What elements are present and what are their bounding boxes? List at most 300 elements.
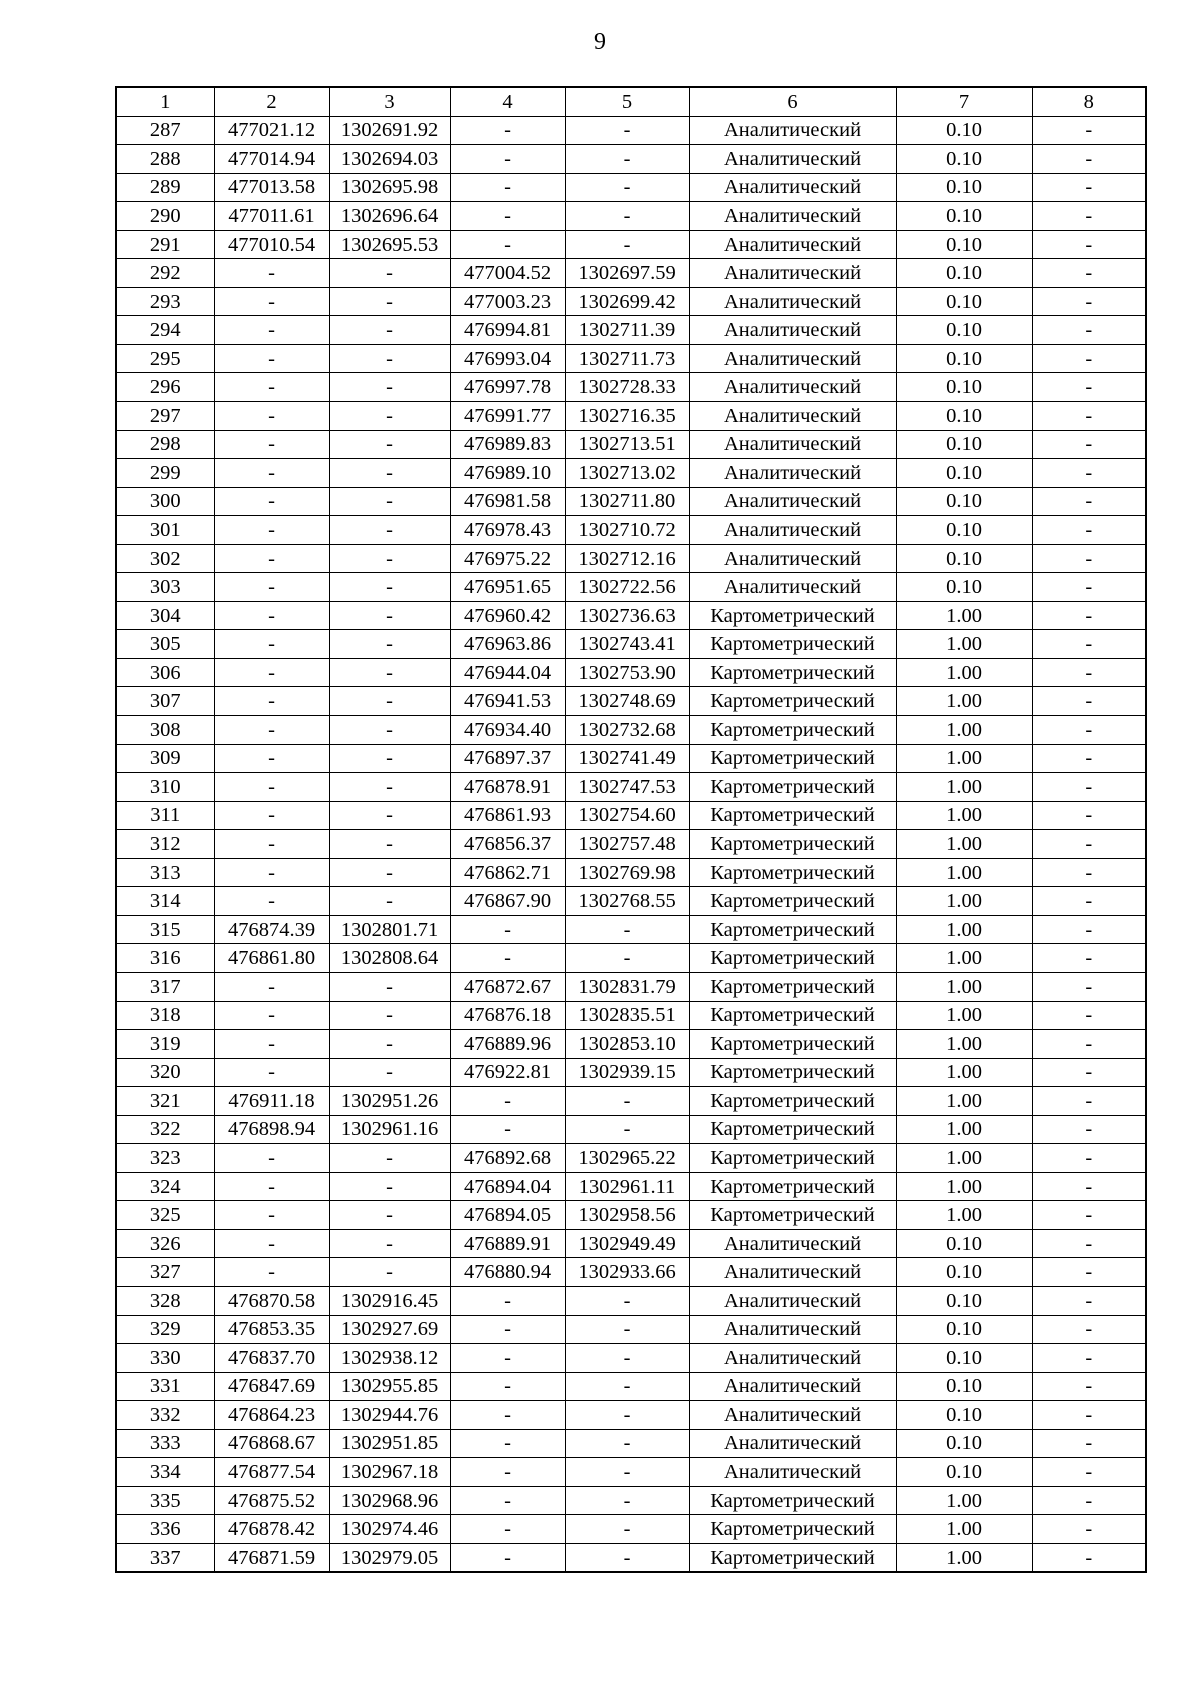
cell-point-number: 329 xyxy=(116,1315,214,1344)
cell-new-x: 477004.52 xyxy=(450,259,565,288)
cell-accuracy: 1.00 xyxy=(896,1001,1032,1030)
table-row xyxy=(116,630,1146,659)
cell-description: - xyxy=(1032,259,1146,288)
cell-new-y: 1302716.35 xyxy=(565,402,689,431)
cell-description: - xyxy=(1032,1087,1146,1116)
cell-existing-x: 476874.39 xyxy=(214,915,329,944)
cell-accuracy: 0.10 xyxy=(896,459,1032,488)
cell-existing-y: 1302944.76 xyxy=(329,1401,450,1430)
cell-accuracy: 0.10 xyxy=(896,516,1032,545)
cell-description: - xyxy=(1032,972,1146,1001)
cell-existing-x: - xyxy=(214,316,329,345)
cell-existing-y: - xyxy=(329,430,450,459)
cell-point-number: 301 xyxy=(116,516,214,545)
cell-new-x: - xyxy=(450,1458,565,1487)
cell-new-y: - xyxy=(565,1401,689,1430)
cell-existing-x: 477013.58 xyxy=(214,173,329,202)
table-row xyxy=(116,1229,1146,1258)
table-row xyxy=(116,202,1146,231)
cell-point-number: 288 xyxy=(116,145,214,174)
cell-existing-y: 1302801.71 xyxy=(329,915,450,944)
cell-new-y: 1302835.51 xyxy=(565,1001,689,1030)
cell-existing-x: - xyxy=(214,773,329,802)
cell-accuracy: 0.10 xyxy=(896,1315,1032,1344)
cell-existing-y: - xyxy=(329,402,450,431)
cell-method: Аналитический xyxy=(689,459,896,488)
cell-description: - xyxy=(1032,402,1146,431)
cell-new-y: - xyxy=(565,1087,689,1116)
cell-new-y: 1302711.73 xyxy=(565,344,689,373)
cell-point-number: 311 xyxy=(116,801,214,830)
cell-new-y: 1302699.42 xyxy=(565,287,689,316)
cell-existing-x: 476871.59 xyxy=(214,1543,329,1572)
cell-description: - xyxy=(1032,1201,1146,1230)
cell-point-number: 300 xyxy=(116,487,214,516)
cell-point-number: 309 xyxy=(116,744,214,773)
table-body xyxy=(116,116,1146,1572)
cell-description: - xyxy=(1032,716,1146,745)
cell-new-x: 476861.93 xyxy=(450,801,565,830)
cell-existing-y: 1302974.46 xyxy=(329,1515,450,1544)
cell-existing-x: 476898.94 xyxy=(214,1115,329,1144)
cell-method: Аналитический xyxy=(689,1229,896,1258)
cell-new-x: - xyxy=(450,1115,565,1144)
cell-point-number: 315 xyxy=(116,915,214,944)
cell-accuracy: 1.00 xyxy=(896,773,1032,802)
cell-method: Картометрический xyxy=(689,1087,896,1116)
coordinates-table xyxy=(115,86,1147,1573)
cell-point-number: 298 xyxy=(116,430,214,459)
cell-method: Аналитический xyxy=(689,516,896,545)
cell-existing-y: - xyxy=(329,716,450,745)
cell-point-number: 304 xyxy=(116,601,214,630)
header-col-1: 1 xyxy=(116,87,214,116)
cell-existing-y: 1302951.26 xyxy=(329,1087,450,1116)
table-row xyxy=(116,972,1146,1001)
cell-existing-x: - xyxy=(214,1229,329,1258)
table-row xyxy=(116,944,1146,973)
cell-method: Аналитический xyxy=(689,430,896,459)
cell-new-y: 1302728.33 xyxy=(565,373,689,402)
cell-existing-y: - xyxy=(329,744,450,773)
cell-new-x: 476981.58 xyxy=(450,487,565,516)
cell-accuracy: 0.10 xyxy=(896,487,1032,516)
cell-existing-y: - xyxy=(329,658,450,687)
table-row xyxy=(116,601,1146,630)
cell-new-x: - xyxy=(450,116,565,145)
cell-method: Аналитический xyxy=(689,173,896,202)
cell-method: Аналитический xyxy=(689,487,896,516)
cell-existing-x: - xyxy=(214,1172,329,1201)
cell-method: Аналитический xyxy=(689,1286,896,1315)
table-row xyxy=(116,1258,1146,1287)
cell-existing-x: - xyxy=(214,259,329,288)
table-row xyxy=(116,1458,1146,1487)
cell-accuracy: 1.00 xyxy=(896,944,1032,973)
cell-method: Картометрический xyxy=(689,601,896,630)
cell-existing-x: - xyxy=(214,630,329,659)
cell-existing-y: - xyxy=(329,630,450,659)
cell-new-x: 476889.91 xyxy=(450,1229,565,1258)
cell-description: - xyxy=(1032,1458,1146,1487)
cell-accuracy: 1.00 xyxy=(896,658,1032,687)
cell-existing-x: - xyxy=(214,858,329,887)
cell-point-number: 312 xyxy=(116,830,214,859)
table-row xyxy=(116,915,1146,944)
cell-existing-y: 1302951.85 xyxy=(329,1429,450,1458)
cell-method: Картометрический xyxy=(689,1001,896,1030)
cell-method: Аналитический xyxy=(689,1372,896,1401)
cell-existing-y: - xyxy=(329,1172,450,1201)
table-row xyxy=(116,716,1146,745)
cell-new-y: - xyxy=(565,1315,689,1344)
cell-new-x: - xyxy=(450,1344,565,1373)
cell-new-y: - xyxy=(565,944,689,973)
cell-description: - xyxy=(1032,116,1146,145)
cell-existing-x: 476878.42 xyxy=(214,1515,329,1544)
cell-new-y: - xyxy=(565,1372,689,1401)
cell-existing-y: 1302694.03 xyxy=(329,145,450,174)
cell-existing-y: - xyxy=(329,1258,450,1287)
cell-point-number: 335 xyxy=(116,1486,214,1515)
cell-new-x: 476897.37 xyxy=(450,744,565,773)
cell-new-x: - xyxy=(450,1486,565,1515)
cell-existing-x: - xyxy=(214,1001,329,1030)
cell-existing-y: - xyxy=(329,516,450,545)
cell-new-y: - xyxy=(565,1429,689,1458)
cell-method: Аналитический xyxy=(689,1315,896,1344)
cell-new-x: 476894.04 xyxy=(450,1172,565,1201)
cell-new-x: 476991.77 xyxy=(450,402,565,431)
table-row xyxy=(116,145,1146,174)
cell-point-number: 336 xyxy=(116,1515,214,1544)
cell-point-number: 330 xyxy=(116,1344,214,1373)
cell-point-number: 321 xyxy=(116,1087,214,1116)
cell-description: - xyxy=(1032,544,1146,573)
cell-method: Аналитический xyxy=(689,1344,896,1373)
cell-description: - xyxy=(1032,1144,1146,1173)
header-col-4: 4 xyxy=(450,87,565,116)
cell-point-number: 297 xyxy=(116,402,214,431)
header-col-2: 2 xyxy=(214,87,329,116)
cell-existing-x: - xyxy=(214,1058,329,1087)
cell-existing-y: 1302927.69 xyxy=(329,1315,450,1344)
cell-description: - xyxy=(1032,145,1146,174)
table-header-row xyxy=(116,87,1146,116)
cell-point-number: 293 xyxy=(116,287,214,316)
cell-new-x: 476978.43 xyxy=(450,516,565,545)
cell-new-x: 476989.10 xyxy=(450,459,565,488)
cell-accuracy: 1.00 xyxy=(896,716,1032,745)
cell-existing-y: 1302916.45 xyxy=(329,1286,450,1315)
cell-new-y: 1302747.53 xyxy=(565,773,689,802)
cell-method: Аналитический xyxy=(689,1258,896,1287)
cell-accuracy: 0.10 xyxy=(896,1229,1032,1258)
table-row xyxy=(116,830,1146,859)
cell-point-number: 306 xyxy=(116,658,214,687)
cell-method: Картометрический xyxy=(689,1144,896,1173)
cell-new-y: - xyxy=(565,1344,689,1373)
cell-accuracy: 0.10 xyxy=(896,1401,1032,1430)
cell-new-x: 476963.86 xyxy=(450,630,565,659)
table-row xyxy=(116,230,1146,259)
cell-description: - xyxy=(1032,459,1146,488)
cell-new-x: - xyxy=(450,1429,565,1458)
cell-new-y: - xyxy=(565,173,689,202)
cell-description: - xyxy=(1032,430,1146,459)
cell-method: Картометрический xyxy=(689,716,896,745)
cell-new-x: 476951.65 xyxy=(450,573,565,602)
header-col-8: 8 xyxy=(1032,87,1146,116)
cell-existing-y: 1302695.98 xyxy=(329,173,450,202)
cell-new-y: - xyxy=(565,116,689,145)
cell-description: - xyxy=(1032,1030,1146,1059)
cell-new-y: - xyxy=(565,1286,689,1315)
cell-existing-y: 1302696.64 xyxy=(329,202,450,231)
cell-existing-x: 476853.35 xyxy=(214,1315,329,1344)
cell-point-number: 308 xyxy=(116,716,214,745)
cell-new-y: 1302949.49 xyxy=(565,1229,689,1258)
table-row xyxy=(116,1315,1146,1344)
cell-accuracy: 0.10 xyxy=(896,202,1032,231)
cell-accuracy: 1.00 xyxy=(896,1486,1032,1515)
cell-method: Картометрический xyxy=(689,630,896,659)
cell-description: - xyxy=(1032,1372,1146,1401)
cell-existing-x: - xyxy=(214,487,329,516)
cell-new-y: 1302831.79 xyxy=(565,972,689,1001)
cell-existing-y: - xyxy=(329,344,450,373)
cell-new-x: - xyxy=(450,1515,565,1544)
cell-description: - xyxy=(1032,487,1146,516)
cell-point-number: 290 xyxy=(116,202,214,231)
cell-method: Аналитический xyxy=(689,373,896,402)
table-row xyxy=(116,516,1146,545)
table-row xyxy=(116,1087,1146,1116)
cell-description: - xyxy=(1032,1058,1146,1087)
cell-accuracy: 1.00 xyxy=(896,1543,1032,1572)
cell-new-y: 1302710.72 xyxy=(565,516,689,545)
cell-new-x: 476975.22 xyxy=(450,544,565,573)
cell-new-y: - xyxy=(565,230,689,259)
cell-point-number: 337 xyxy=(116,1543,214,1572)
cell-description: - xyxy=(1032,1486,1146,1515)
cell-new-y: 1302939.15 xyxy=(565,1058,689,1087)
cell-existing-x: 476847.69 xyxy=(214,1372,329,1401)
cell-new-x: 476994.81 xyxy=(450,316,565,345)
cell-accuracy: 1.00 xyxy=(896,1058,1032,1087)
cell-description: - xyxy=(1032,230,1146,259)
cell-accuracy: 0.10 xyxy=(896,1286,1032,1315)
cell-existing-y: - xyxy=(329,687,450,716)
table-row xyxy=(116,430,1146,459)
cell-accuracy: 1.00 xyxy=(896,972,1032,1001)
cell-method: Картометрический xyxy=(689,1515,896,1544)
table-row xyxy=(116,1115,1146,1144)
cell-method: Аналитический xyxy=(689,1401,896,1430)
cell-description: - xyxy=(1032,915,1146,944)
cell-description: - xyxy=(1032,1001,1146,1030)
cell-existing-x: - xyxy=(214,887,329,916)
cell-description: - xyxy=(1032,344,1146,373)
cell-point-number: 334 xyxy=(116,1458,214,1487)
cell-existing-x: - xyxy=(214,344,329,373)
table-row xyxy=(116,887,1146,916)
cell-accuracy: 1.00 xyxy=(896,1030,1032,1059)
cell-accuracy: 1.00 xyxy=(896,744,1032,773)
cell-accuracy: 0.10 xyxy=(896,1344,1032,1373)
cell-existing-x: 477021.12 xyxy=(214,116,329,145)
cell-description: - xyxy=(1032,744,1146,773)
cell-description: - xyxy=(1032,858,1146,887)
cell-accuracy: 0.10 xyxy=(896,116,1032,145)
table-row xyxy=(116,287,1146,316)
cell-method: Аналитический xyxy=(689,287,896,316)
cell-description: - xyxy=(1032,516,1146,545)
cell-description: - xyxy=(1032,1172,1146,1201)
cell-existing-x: - xyxy=(214,801,329,830)
cell-new-y: 1302961.11 xyxy=(565,1172,689,1201)
cell-accuracy: 1.00 xyxy=(896,1087,1032,1116)
header-col-6: 6 xyxy=(689,87,896,116)
table-row xyxy=(116,487,1146,516)
cell-existing-y: 1302961.16 xyxy=(329,1115,450,1144)
cell-description: - xyxy=(1032,1115,1146,1144)
cell-new-y: 1302712.16 xyxy=(565,544,689,573)
cell-existing-y: 1302979.05 xyxy=(329,1543,450,1572)
cell-point-number: 289 xyxy=(116,173,214,202)
table-row xyxy=(116,1515,1146,1544)
cell-point-number: 302 xyxy=(116,544,214,573)
cell-description: - xyxy=(1032,1286,1146,1315)
page-number: 9 xyxy=(594,29,606,55)
cell-new-x: - xyxy=(450,1372,565,1401)
cell-point-number: 292 xyxy=(116,259,214,288)
cell-method: Картометрический xyxy=(689,1543,896,1572)
cell-description: - xyxy=(1032,1344,1146,1373)
cell-method: Картометрический xyxy=(689,1486,896,1515)
cell-point-number: 287 xyxy=(116,116,214,145)
cell-existing-x: 476868.67 xyxy=(214,1429,329,1458)
cell-new-x: - xyxy=(450,1286,565,1315)
cell-new-x: 476997.78 xyxy=(450,373,565,402)
cell-existing-y: - xyxy=(329,1201,450,1230)
cell-new-y: 1302743.41 xyxy=(565,630,689,659)
table-row xyxy=(116,858,1146,887)
cell-existing-x: - xyxy=(214,1030,329,1059)
cell-method: Аналитический xyxy=(689,116,896,145)
cell-accuracy: 1.00 xyxy=(896,1115,1032,1144)
cell-accuracy: 1.00 xyxy=(896,630,1032,659)
cell-description: - xyxy=(1032,173,1146,202)
cell-point-number: 326 xyxy=(116,1229,214,1258)
cell-new-x: 476960.42 xyxy=(450,601,565,630)
cell-new-y: 1302965.22 xyxy=(565,1144,689,1173)
cell-method: Аналитический xyxy=(689,202,896,231)
cell-description: - xyxy=(1032,1315,1146,1344)
cell-accuracy: 1.00 xyxy=(896,830,1032,859)
cell-new-y: - xyxy=(565,202,689,231)
cell-new-y: 1302732.68 xyxy=(565,716,689,745)
cell-point-number: 307 xyxy=(116,687,214,716)
cell-new-x: 476880.94 xyxy=(450,1258,565,1287)
cell-existing-x: 476864.23 xyxy=(214,1401,329,1430)
cell-method: Картометрический xyxy=(689,1030,896,1059)
cell-method: Картометрический xyxy=(689,830,896,859)
cell-existing-y: - xyxy=(329,858,450,887)
cell-description: - xyxy=(1032,1515,1146,1544)
table-row xyxy=(116,1172,1146,1201)
cell-new-x: - xyxy=(450,1401,565,1430)
cell-accuracy: 0.10 xyxy=(896,1372,1032,1401)
cell-new-x: - xyxy=(450,1315,565,1344)
cell-description: - xyxy=(1032,687,1146,716)
cell-description: - xyxy=(1032,202,1146,231)
cell-point-number: 333 xyxy=(116,1429,214,1458)
cell-new-y: 1302933.66 xyxy=(565,1258,689,1287)
cell-existing-y: - xyxy=(329,487,450,516)
cell-accuracy: 1.00 xyxy=(896,1515,1032,1544)
cell-new-x: 476872.67 xyxy=(450,972,565,1001)
cell-accuracy: 0.10 xyxy=(896,373,1032,402)
cell-point-number: 317 xyxy=(116,972,214,1001)
cell-existing-x: - xyxy=(214,516,329,545)
cell-new-y: 1302711.80 xyxy=(565,487,689,516)
table-row xyxy=(116,1286,1146,1315)
table-row xyxy=(116,316,1146,345)
cell-new-y: 1302769.98 xyxy=(565,858,689,887)
cell-method: Картометрический xyxy=(689,1172,896,1201)
cell-existing-x: 476877.54 xyxy=(214,1458,329,1487)
table-row xyxy=(116,1372,1146,1401)
cell-new-y: - xyxy=(565,1486,689,1515)
cell-existing-y: 1302691.92 xyxy=(329,116,450,145)
cell-new-x: 477003.23 xyxy=(450,287,565,316)
table-row xyxy=(116,1144,1146,1173)
cell-point-number: 291 xyxy=(116,230,214,259)
table-row xyxy=(116,1543,1146,1572)
table-row xyxy=(116,1344,1146,1373)
table-row xyxy=(116,459,1146,488)
cell-existing-x: - xyxy=(214,744,329,773)
cell-existing-x: 477010.54 xyxy=(214,230,329,259)
cell-method: Аналитический xyxy=(689,1458,896,1487)
cell-new-y: 1302853.10 xyxy=(565,1030,689,1059)
cell-point-number: 310 xyxy=(116,773,214,802)
cell-new-y: 1302768.55 xyxy=(565,887,689,916)
table-row xyxy=(116,801,1146,830)
cell-description: - xyxy=(1032,601,1146,630)
cell-method: Аналитический xyxy=(689,145,896,174)
cell-new-y: 1302741.49 xyxy=(565,744,689,773)
cell-point-number: 328 xyxy=(116,1286,214,1315)
cell-description: - xyxy=(1032,630,1146,659)
cell-new-y: - xyxy=(565,1458,689,1487)
cell-existing-y: - xyxy=(329,459,450,488)
cell-method: Картометрический xyxy=(689,658,896,687)
cell-description: - xyxy=(1032,287,1146,316)
cell-existing-x: - xyxy=(214,402,329,431)
cell-method: Картометрический xyxy=(689,744,896,773)
cell-existing-x: - xyxy=(214,287,329,316)
cell-new-y: 1302753.90 xyxy=(565,658,689,687)
cell-description: - xyxy=(1032,801,1146,830)
table-row xyxy=(116,773,1146,802)
table-row xyxy=(116,1030,1146,1059)
cell-method: Картометрический xyxy=(689,915,896,944)
cell-description: - xyxy=(1032,1429,1146,1458)
cell-new-x: 476989.83 xyxy=(450,430,565,459)
cell-accuracy: 0.10 xyxy=(896,430,1032,459)
